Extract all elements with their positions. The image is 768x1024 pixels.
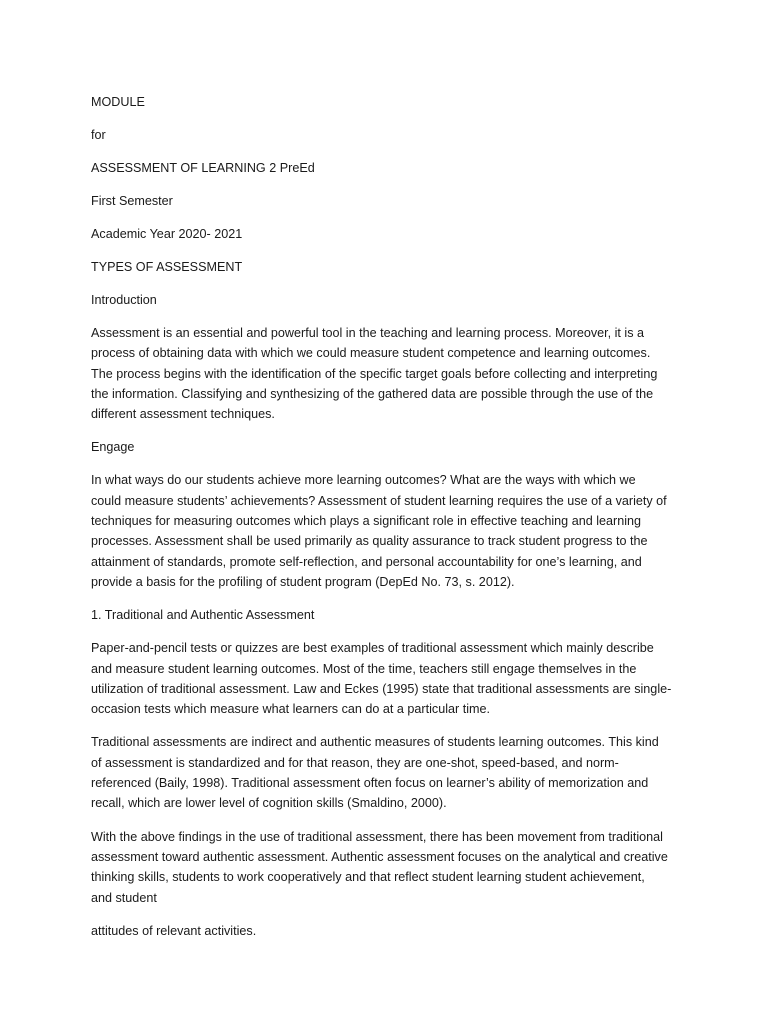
paragraph-line: of assessment is standardized and for that reason, they are one-shot, speed-based, and norm-: [91, 755, 619, 770]
paragraph-line: occasion tests which measure what learners can do at a particular time.: [91, 702, 490, 717]
topic-title: TYPES OF ASSESSMENT: [91, 260, 243, 274]
paragraph-line: and student: [91, 890, 157, 905]
paragraph-line: Assessment is an essential and powerful tool in the teaching and learning process. Moreover, it is a: [91, 326, 645, 340]
section-1-heading: 1. Traditional and Authentic Assessment: [91, 608, 315, 623]
paragraph-line: Paper-and-pencil tests or quizzes are best examples of traditional assessment which mainly describe: [91, 641, 654, 656]
paragraph-line: processes. Assessment shall be used primarily as quality assurance to track student progress to the: [91, 534, 648, 549]
engage-paragraph: [91, 470, 698, 592]
authentic-assessment-paragraph: [91, 827, 698, 908]
paragraph-line: The process begins with the identification of the specific target goals before collecting and interpreting: [91, 366, 658, 381]
paragraph-line: different assessment techniques.: [91, 407, 275, 422]
attitudes-paragraph: [91, 921, 698, 941]
paragraph-line: attitudes of relevant activities.: [91, 923, 257, 938]
traditional-assessment-paragraph-2: [91, 732, 698, 813]
paragraph-line: recall, which are lower level of cognition skills (Smaldino, 2000).: [91, 796, 447, 811]
paragraph-line: In what ways do our students achieve more learning outcomes? What are the ways with which we: [91, 473, 636, 488]
paragraph-line: process of obtaining data with which we could measure student competence and learning outcomes.: [91, 346, 651, 361]
introduction-paragraph: [91, 323, 698, 424]
paragraph-line: thinking skills, students to work cooperatively and that reflect student learning student achievement,: [91, 870, 645, 885]
paragraph-line: could measure students’ achievements? Assessment of student learning requires the use of a variety of: [91, 493, 667, 508]
paragraph-line: Traditional assessments are indirect and authentic measures of students learning outcomes. This kind: [91, 735, 659, 750]
paragraph-line: assessment toward authentic assessment. Authentic assessment focuses on the analytical and creative: [91, 849, 668, 864]
introduction-heading: Introduction: [91, 293, 157, 307]
paragraph-line: techniques for measuring outcomes which plays a significant role in effective teaching and learning: [91, 514, 642, 529]
paragraph-line: provide a basis for the profiling of student program (DepEd No. 73, s. 2012).: [91, 574, 515, 589]
traditional-assessment-paragraph-1: [91, 638, 698, 719]
paragraph-line: and measure student learning outcomes. Most of the time, teachers still engage themselves in the: [91, 661, 637, 676]
paragraph-line: attainment of standards, promote self-reflection, and personal accountability for one’s learning, and: [91, 554, 642, 569]
paragraph-line: With the above findings in the use of traditional assessment, there has been movement from traditional: [91, 829, 663, 844]
course-title: ASSESSMENT OF LEARNING 2 PreEd: [91, 161, 315, 175]
paragraph-line: utilization of traditional assessment. Law and Eckes (1995) state that traditional assessments are single-: [91, 681, 672, 696]
for-label: for: [91, 128, 106, 142]
academic-year-label: Academic Year 2020- 2021: [91, 227, 243, 241]
semester-label: First Semester: [91, 194, 173, 208]
engage-heading: Engage: [91, 440, 135, 455]
paragraph-line: the information. Classifying and synthesizing of the gathered data are possible through the use of the: [91, 386, 654, 401]
module-label: MODULE: [91, 95, 145, 109]
paragraph-line: referenced (Baily, 1998). Traditional assessment often focus on learner’s ability of memorization and: [91, 776, 649, 791]
